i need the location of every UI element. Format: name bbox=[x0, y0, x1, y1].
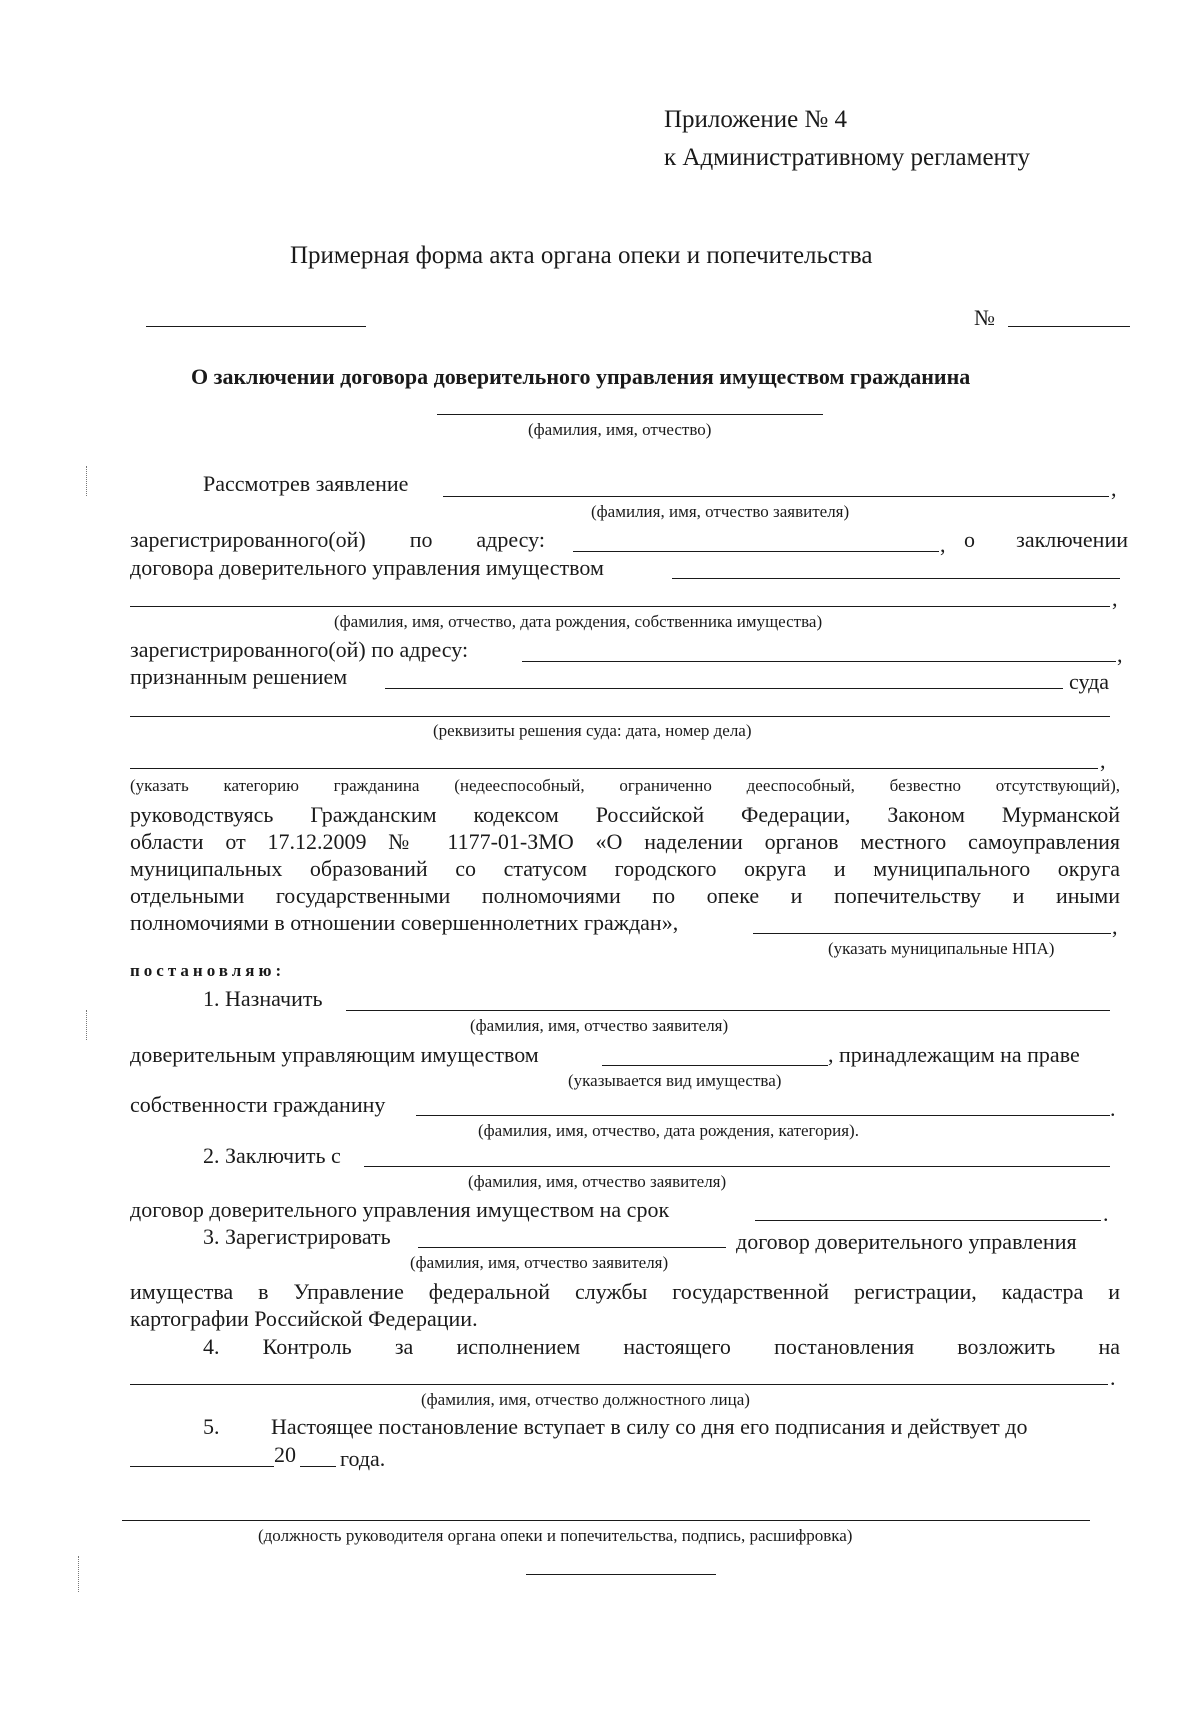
date-line bbox=[146, 326, 366, 327]
registrant-line bbox=[418, 1247, 726, 1248]
item4-text: 4. Контроль за исполнением настоящего постановления возложить на bbox=[203, 1334, 1120, 1359]
official-name-line bbox=[130, 1384, 1108, 1385]
item5-text: Настоящее постановление вступает в силу со дня его подписания и действует до bbox=[271, 1414, 1028, 1439]
guided-line-5: полномочиями в отношении совершеннолетних граждан», bbox=[130, 910, 679, 935]
hint-category: (указать категорию гражданина (недееспособный, ограниченно дееспособный, безвестно отсутствующий), bbox=[130, 776, 1120, 795]
scan-margin-mark bbox=[86, 1010, 89, 1040]
applicant-address-line bbox=[573, 551, 939, 552]
municipal-acts-line bbox=[753, 933, 1111, 934]
owner-address-line bbox=[522, 661, 1116, 662]
regulation-reference: к Административному регламенту bbox=[664, 144, 1031, 171]
year-line bbox=[300, 1466, 336, 1467]
considering-label: Рассмотрев заявление bbox=[203, 471, 409, 496]
item1-label: 1. Назначить bbox=[203, 986, 323, 1011]
rosreestr-line-1: имущества в Управление федеральной службы государственной регистрации, кадастра и bbox=[130, 1279, 1120, 1304]
owner-name-line-1 bbox=[672, 578, 1120, 579]
dot: . bbox=[1110, 1096, 1116, 1121]
citizen-name-line bbox=[437, 414, 823, 415]
registered-at-label-2: зарегистрированного(ой) по адресу: bbox=[130, 637, 469, 662]
registered-at-label: зарегистрированного(ой) по адресу: bbox=[130, 527, 545, 552]
comma: , bbox=[1112, 586, 1118, 611]
decree-label: постановляю: bbox=[130, 961, 286, 980]
contract-party-line bbox=[364, 1166, 1110, 1167]
owned-by-right-label: , принадлежащим на праве bbox=[828, 1042, 1080, 1067]
application-line bbox=[443, 496, 1109, 497]
hint-fio-applicant: (фамилия, имя, отчество заявителя) bbox=[591, 502, 850, 521]
comma: , bbox=[1100, 748, 1106, 773]
ownership-of-label: собственности гражданину bbox=[130, 1092, 386, 1117]
owner-name-line-2 bbox=[130, 606, 1110, 607]
hint-court-details: (реквизиты решения суда: дата, номер дела) bbox=[433, 721, 752, 740]
contract-of-label: договора доверительного управления имуществом bbox=[130, 555, 604, 580]
contract-term-line bbox=[755, 1220, 1101, 1221]
contract-term-label: договор доверительного управления имуществом на срок bbox=[130, 1197, 670, 1222]
court-name-line bbox=[385, 688, 1063, 689]
appendix-number: Приложение № 4 bbox=[664, 106, 848, 133]
comma: , bbox=[940, 532, 946, 557]
guided-line-3: муниципальных образований со статусом городского округа и муниципального округа bbox=[130, 856, 1120, 881]
citizen-details-line bbox=[416, 1115, 1110, 1116]
year-word: года. bbox=[340, 1446, 386, 1471]
form-title: Примерная форма акта органа опеки и попечительства bbox=[290, 242, 873, 269]
bottom-line bbox=[526, 1574, 716, 1575]
hint-fio: (фамилия, имя, отчество) bbox=[528, 420, 712, 439]
hint-fio-applicant-4: (фамилия, имя, отчество заявителя) bbox=[410, 1253, 669, 1272]
rosreestr-line-2: картографии Российской Федерации. bbox=[130, 1306, 478, 1331]
court-label: суда bbox=[1069, 669, 1110, 694]
valid-until-date-line bbox=[130, 1466, 274, 1467]
comma: , bbox=[1111, 476, 1117, 501]
act-title: О заключении договора доверительного управления имуществом гражданина bbox=[191, 364, 971, 389]
court-details-line bbox=[130, 716, 1110, 717]
trustee-label: доверительным управляющим имуществом bbox=[130, 1042, 539, 1067]
hint-head-signature: (должность руководителя органа опеки и попечительства, подпись, расшифровка) bbox=[258, 1526, 853, 1545]
hint-fio-official: (фамилия, имя, отчество должностного лица) bbox=[421, 1390, 750, 1409]
hint-municipal-acts: (указать муниципальные НПА) bbox=[828, 939, 1055, 958]
guided-line-2: области от 17.12.2009 № 1177-01-ЗМО «О наделении органов местного самоуправления bbox=[130, 829, 1120, 854]
item2-label: 2. Заключить с bbox=[203, 1143, 341, 1168]
comma: , bbox=[1112, 914, 1118, 939]
hint-property-type: (указывается вид имущества) bbox=[568, 1071, 782, 1090]
property-type-line bbox=[602, 1065, 828, 1066]
hint-fio-applicant-3: (фамилия, имя, отчество заявителя) bbox=[468, 1172, 727, 1191]
number-sign: № bbox=[974, 305, 995, 330]
hint-fio-owner: (фамилия, имя, отчество, дата рождения, собственника имущества) bbox=[334, 612, 823, 631]
recognized-label: признанным решением bbox=[130, 664, 348, 689]
dot: . bbox=[1110, 1365, 1116, 1390]
item5-number: 5. bbox=[203, 1414, 220, 1439]
guided-line-1: руководствуясь Гражданским кодексом Российской Федерации, Законом Мурманской bbox=[130, 802, 1120, 827]
category-line bbox=[130, 768, 1098, 769]
item3-label: 3. Зарегистрировать bbox=[203, 1224, 391, 1249]
on-conclusion-label: о заключении bbox=[964, 527, 1128, 552]
comma: , bbox=[1117, 642, 1123, 667]
guided-line-4: отдельными государственными полномочиями по опеке и попечительству и иными bbox=[130, 883, 1120, 908]
dot: . bbox=[1103, 1201, 1109, 1226]
signature-line bbox=[122, 1520, 1090, 1521]
hint-fio-applicant-2: (фамилия, имя, отчество заявителя) bbox=[470, 1016, 729, 1035]
scan-margin-mark bbox=[86, 466, 89, 496]
hint-fio-birth-category: (фамилия, имя, отчество, дата рождения, категория). bbox=[478, 1121, 859, 1140]
number-line bbox=[1008, 326, 1130, 327]
trustee-name-line bbox=[346, 1010, 1110, 1011]
year-20: 20 bbox=[274, 1442, 296, 1467]
contract-trust-label: договор доверительного управления bbox=[736, 1229, 1077, 1254]
scan-margin-mark bbox=[78, 1556, 81, 1592]
